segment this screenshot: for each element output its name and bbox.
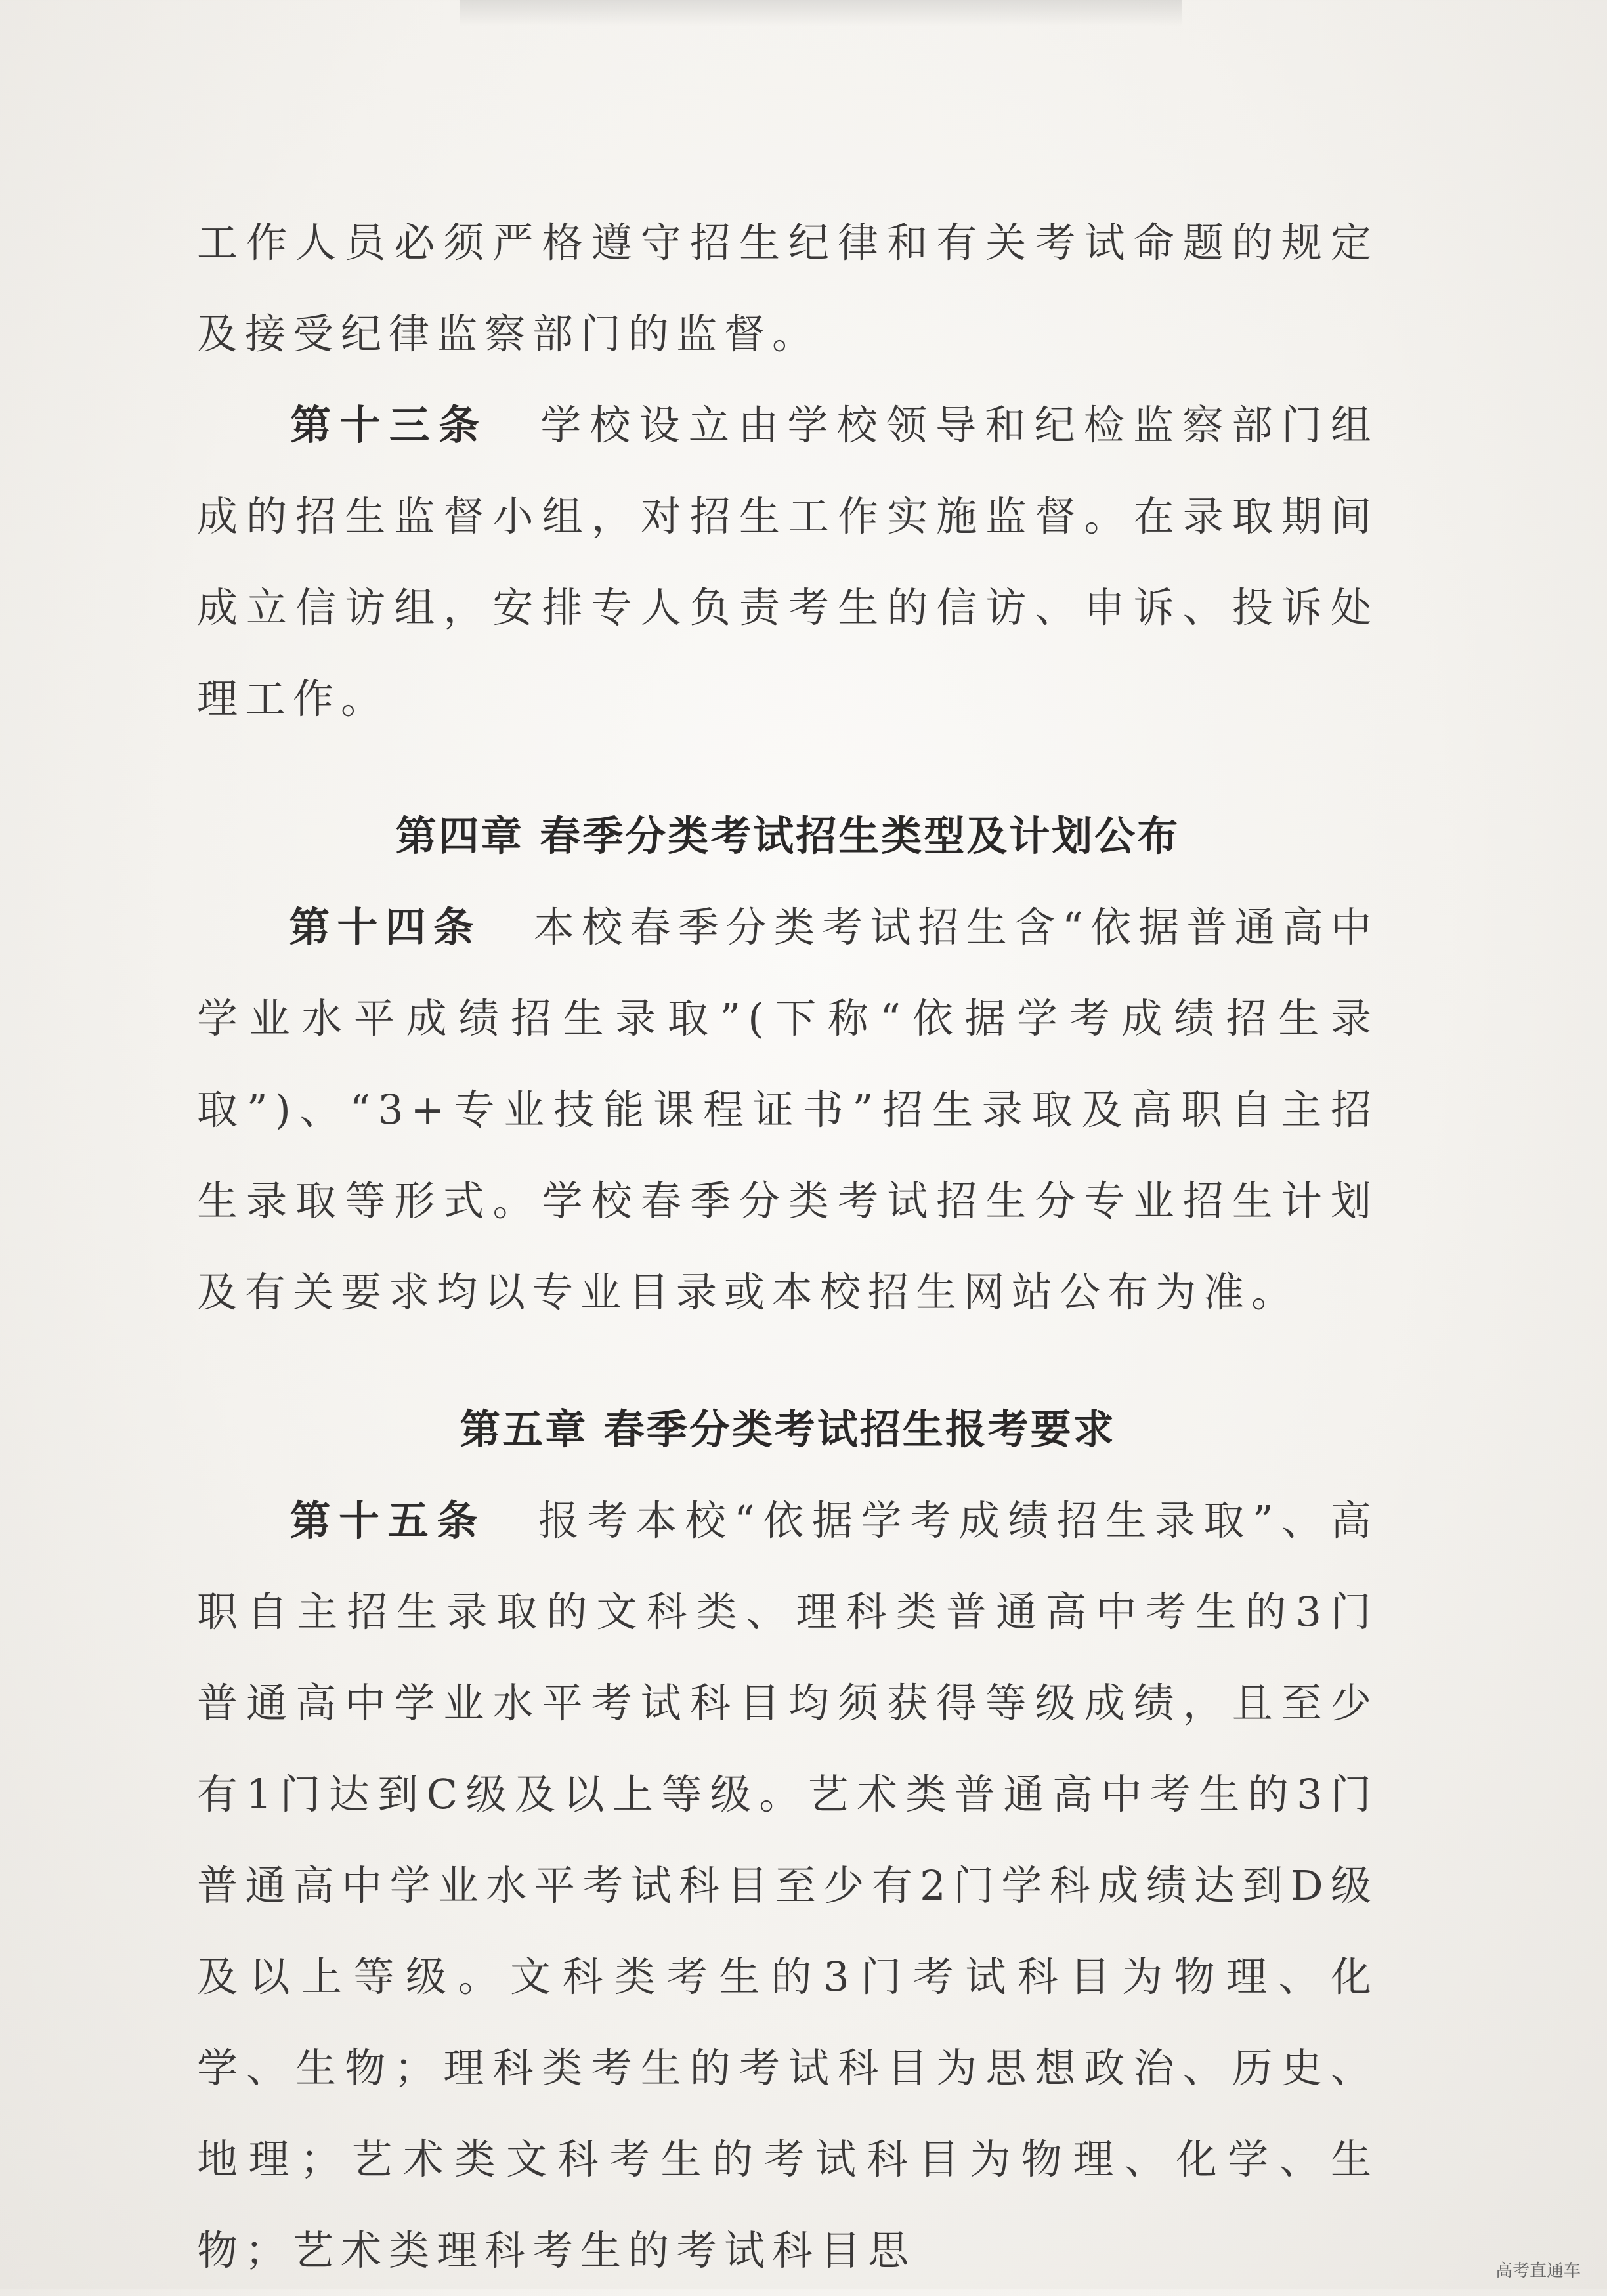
article-14-text: 本校春季分类考试招生含“依据普通高中学业水平成绩招生录取”(下称“依据学考成绩招生录取”)、“3+专业技能课程证书”招生录取及高职自主招生录取等形式。学校春季分类考试招生分专业招生计划及有关要求均以专业目录或本校招生网站公布为准。 xyxy=(197,903,1379,1316)
watermark-text: 高考直通车 xyxy=(1495,2261,1581,2281)
paragraph-continued xyxy=(197,197,1379,379)
article-13 xyxy=(197,379,1379,744)
article-15-text: 报考本校“依据学考成绩招生录取”、高职自主招生录取的文科类、理科类普通高中考生的3门普通高中学业水平考试科目均须获得等级成绩，且至少有1门达到C级及以上等级。艺术类普通高中考生的3门普通高中学业水平考试科目至少有2门学科成绩达到D级及以上等级。文科类考生的3门考试科目为物理、化学、生物；理科类考生的考试科目为思想政治、历史、地理；艺术类文科考生的考试科目为物理、化学、生物；艺术类理科考生的考试科目思 xyxy=(197,1497,1379,2274)
article-13-text: 学校设立由学校领导和纪检监察部门组成的招生监督小组，对招生工作实施监督。在录取期间成立信访组，安排专人负责考生的信访、申诉、投诉处理工作。 xyxy=(197,401,1379,723)
paragraph-text: 工作人员必须严格遵守招生纪律和有关考试命题的规定及接受纪律监察部门的监督。 xyxy=(197,219,1379,358)
document-page xyxy=(197,197,1379,2296)
spacer xyxy=(197,744,1379,790)
chapter-4-title: 第四章 春季分类考试招生类型及计划公布 xyxy=(395,812,1180,860)
article-14 xyxy=(197,882,1379,1338)
scan-top-shadow xyxy=(460,0,1182,26)
article-14-label: 第十四条 xyxy=(289,903,481,951)
article-15-label: 第十五条 xyxy=(289,1497,486,1544)
chapter-5-title: 第五章 春季分类考试招生报考要求 xyxy=(460,1405,1116,1453)
article-13-label: 第十三条 xyxy=(289,401,488,449)
spacer xyxy=(197,1338,1379,1384)
article-15 xyxy=(197,1475,1379,2296)
